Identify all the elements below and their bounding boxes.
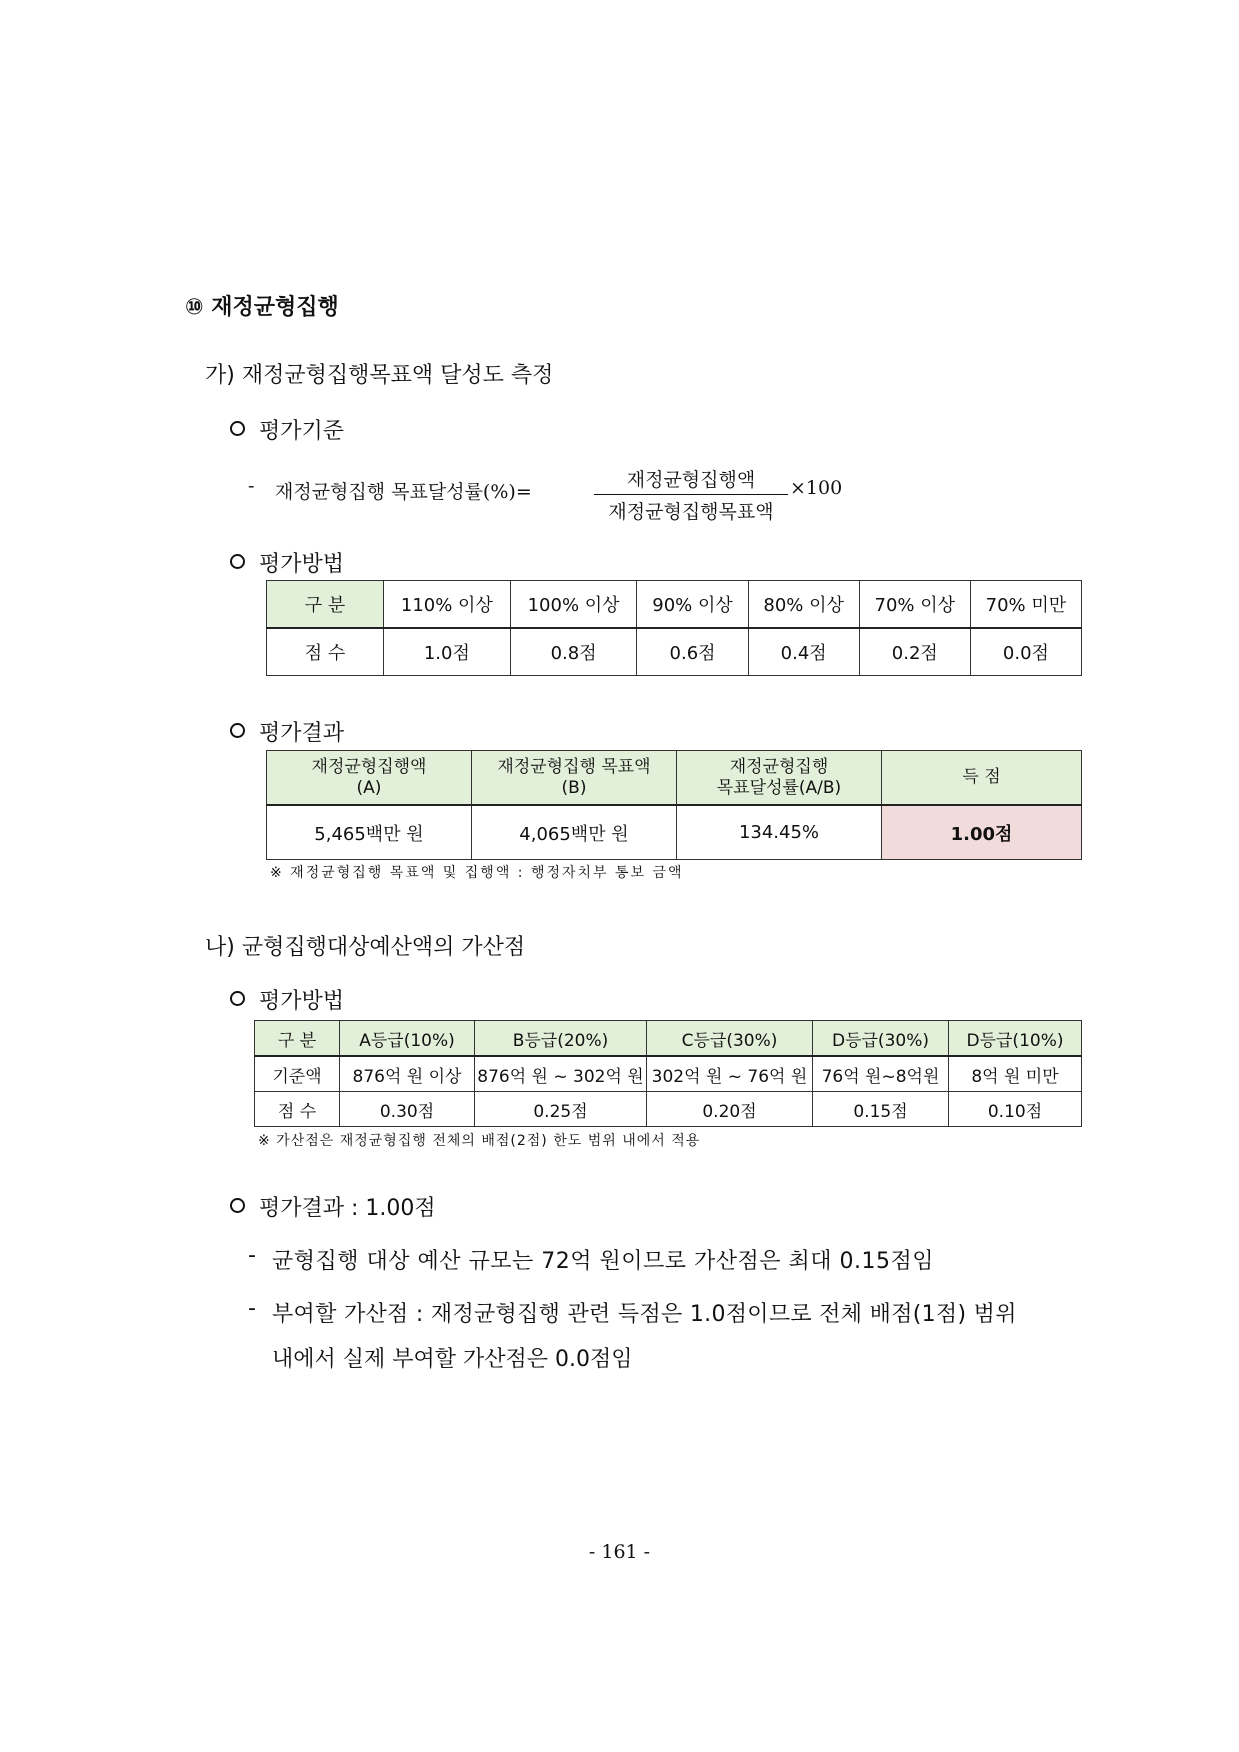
method-b-note: ※ 가산점은 재정균형집행 전체의 배점(2점) 한도 범위 내에서 적용	[258, 1133, 701, 1149]
result-b-dash-2: -	[248, 1296, 256, 1321]
criteria-heading	[230, 414, 344, 445]
formula-denominator: 재정균형집행목표액	[608, 501, 774, 523]
table-row	[255, 1056, 1082, 1092]
table-cell: 302억 원 ~ 76억 원	[647, 1056, 813, 1092]
table-cell: 110% 이상	[384, 581, 511, 629]
table-cell: A등급(10%)	[340, 1021, 475, 1057]
table-cell: 0.15점	[813, 1092, 949, 1127]
result-b-line-2: 부여할 가산점 : 재정균형집행 관련 득점은 1.0점이므로 전체 배점(1점) 범위	[272, 1302, 1017, 1327]
table-cell: 0.10점	[949, 1092, 1082, 1127]
table-cell: 0.4점	[748, 628, 859, 676]
method-a-heading	[230, 547, 344, 578]
page-number: - 161 -	[588, 1541, 651, 1563]
table-cell: 876억 원 ~ 302억 원	[475, 1056, 647, 1092]
circle-bullet-icon	[230, 1198, 245, 1213]
formula-lhs: 재정균형집행 목표달성률(%)=	[275, 481, 532, 503]
table-cell: 0.25점	[475, 1092, 647, 1127]
table-cell: D등급(30%)	[813, 1021, 949, 1057]
header-line-1: 재정균형집행 목표액	[497, 756, 651, 777]
table-cell: 0.20점	[647, 1092, 813, 1127]
header-line-2: (A)	[356, 777, 382, 798]
table-cell: 80% 이상	[748, 581, 859, 629]
circle-bullet-icon	[230, 723, 245, 738]
header-line-1: 득 점	[962, 767, 1001, 787]
header-line-2: 목표달성률(A/B)	[716, 777, 842, 798]
table-cell: 0.2점	[859, 628, 970, 676]
table-cell: 0.0점	[970, 628, 1081, 676]
score-table-b	[254, 1020, 1082, 1127]
table-cell: 5,465백만 원	[267, 805, 472, 860]
table-cell: 0.8점	[510, 628, 637, 676]
method-b-heading-text: 평가방법	[259, 989, 345, 1014]
table-cell: C등급(30%)	[647, 1021, 813, 1057]
part-b-title: 나) 균형집행대상예산액의 가산점	[205, 935, 526, 960]
score-table-a	[266, 580, 1082, 676]
result-a-note: ※ 재정균형집행 목표액 및 집행액 : 행정자치부 통보 금액	[270, 865, 684, 881]
result-b-line-1: 균형집행 대상 예산 규모는 72억 원이므로 가산점은 최대 0.15점임	[272, 1249, 934, 1274]
header-line-1: 재정균형집행액	[311, 756, 427, 777]
table-cell: 100% 이상	[510, 581, 637, 629]
method-b-heading	[230, 984, 344, 1015]
table-cell: 876억 원 이상	[340, 1056, 475, 1092]
table-header-row	[267, 581, 1082, 629]
table-cell: 70% 미만	[970, 581, 1081, 629]
result-b-dash-1: -	[248, 1243, 256, 1268]
section-title: ⑩ 재정균형집행	[185, 295, 339, 320]
table-cell: 134.45%	[677, 805, 882, 860]
score-cell: 1.00점	[882, 805, 1082, 860]
table-cell: B등급(20%)	[475, 1021, 647, 1057]
table-cell: 1.0점	[384, 628, 511, 676]
result-b-line-3: 내에서 실제 부여할 가산점은 0.0점임	[272, 1347, 633, 1372]
header-line-2: (B)	[561, 777, 587, 798]
table-header-cell	[882, 751, 1082, 806]
table-cell: 기준액	[255, 1056, 340, 1092]
table-cell: 8억 원 미만	[949, 1056, 1082, 1092]
table-cell: 0.30점	[340, 1092, 475, 1127]
table-cell: 76억 원~8억원	[813, 1056, 949, 1092]
formula-dash: -	[248, 475, 255, 497]
table-cell: 4,065백만 원	[472, 805, 677, 860]
table-row	[267, 805, 1082, 860]
result-a-heading-text: 평가결과	[259, 721, 345, 746]
table-header-cell	[267, 751, 472, 806]
table-cell: 0.6점	[637, 628, 748, 676]
table-cell: 점 수	[267, 628, 384, 676]
table-cell: 90% 이상	[637, 581, 748, 629]
table-cell: 구 분	[267, 581, 384, 629]
result-a-heading	[230, 716, 344, 747]
table-cell: D등급(10%)	[949, 1021, 1082, 1057]
table-header-cell	[677, 751, 882, 806]
formula-fraction	[594, 465, 788, 524]
table-row	[255, 1092, 1082, 1127]
method-a-heading-text: 평가방법	[259, 552, 345, 577]
table-header-row	[267, 751, 1082, 806]
circle-bullet-icon	[230, 991, 245, 1006]
header-line-1: 재정균형집행	[729, 756, 829, 777]
part-a-title: 가) 재정균형집행목표액 달성도 측정	[205, 363, 554, 388]
circle-bullet-icon	[230, 554, 245, 569]
formula-numerator: 재정균형집행액	[594, 465, 788, 495]
result-table-a	[266, 750, 1082, 860]
table-cell: 70% 이상	[859, 581, 970, 629]
table-cell: 구 분	[255, 1021, 340, 1057]
formula-tail: ×100	[790, 477, 843, 499]
table-header-row	[255, 1021, 1082, 1057]
result-b-heading-text: 평가결과 : 1.00점	[259, 1196, 436, 1221]
criteria-heading-text: 평가기준	[259, 419, 345, 444]
circle-bullet-icon	[230, 421, 245, 436]
table-cell: 점 수	[255, 1092, 340, 1127]
table-header-cell	[472, 751, 677, 806]
result-b-heading	[230, 1191, 436, 1222]
table-row	[267, 628, 1082, 676]
